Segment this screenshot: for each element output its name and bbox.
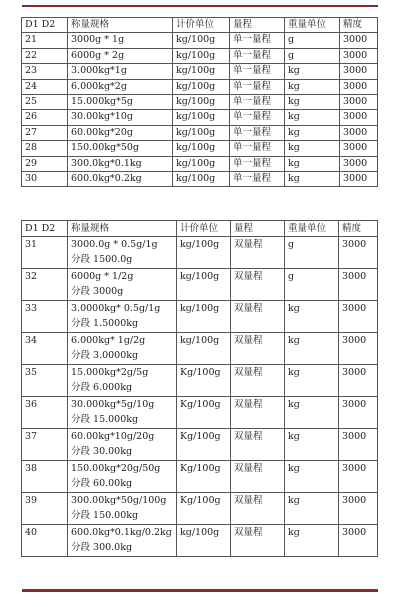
table-cell: kg <box>285 365 339 397</box>
table-cell: 3000 <box>339 461 378 493</box>
table-cell: 3000 <box>339 301 378 333</box>
table-cell: 35 <box>22 365 68 397</box>
table-cell: 3000 <box>339 365 378 397</box>
table-cell: 单一量程 <box>230 156 285 171</box>
table-cell: kg <box>285 110 340 125</box>
table-cell: kg <box>285 461 339 493</box>
column-header: 精度 <box>340 18 378 33</box>
spec-cell <box>68 301 177 333</box>
table-cell: kg/100g <box>173 125 230 140</box>
column-header: 精度 <box>339 221 378 237</box>
table-cell: kg <box>285 125 340 140</box>
table-cell: 3000 <box>340 33 378 48</box>
table-cell: 30.00kg*10g <box>68 110 173 125</box>
table-cell: 37 <box>22 429 68 461</box>
spec-text: 300.00kg*50g/100g <box>71 495 167 506</box>
table-cell: kg <box>285 171 340 186</box>
spec-cell <box>68 493 177 525</box>
spec-text: 6000g * 1/2g <box>71 271 134 282</box>
spec-cell <box>68 397 177 429</box>
table-cell: 6.000kg*2g <box>68 79 173 94</box>
table-cell: kg <box>285 301 339 333</box>
table-cell: g <box>285 269 339 301</box>
table-cell: 30 <box>22 171 68 186</box>
table-cell: g <box>285 33 340 48</box>
column-header: 量程 <box>230 18 285 33</box>
table-cell: 21 <box>22 33 68 48</box>
spec-cell <box>68 269 177 301</box>
table-cell: 28 <box>22 141 68 156</box>
table-cell: kg/100g <box>177 301 231 333</box>
spec-text: 30.000kg*5g/10g <box>71 399 155 410</box>
table-row <box>22 156 378 171</box>
table-cell: kg/100g <box>173 110 230 125</box>
table-cell: 3000 <box>340 94 378 109</box>
table-cell: Kg/100g <box>177 493 231 525</box>
table-row <box>22 48 378 63</box>
table-cell: 3000 <box>340 110 378 125</box>
table-cell: 单一量程 <box>230 171 285 186</box>
spec-text: 600.0kg*0.1kg/0.2kg <box>71 527 172 538</box>
segment-text: 分段 150.00kg <box>71 510 139 521</box>
segment-text: 分段 1500.0g <box>71 254 133 265</box>
table-cell: kg/100g <box>173 94 230 109</box>
table-cell: 双量程 <box>231 301 285 333</box>
spec-text: 15.000kg*2g/5g <box>71 367 149 378</box>
table-cell: Kg/100g <box>177 429 231 461</box>
table-cell: kg <box>285 429 339 461</box>
spec-text: 3000.0g * 0.5g/1g <box>71 239 158 250</box>
table-cell: 24 <box>22 79 68 94</box>
table-row <box>22 94 378 109</box>
segment-text: 分段 60.00kg <box>71 478 133 489</box>
table-row <box>22 333 378 365</box>
column-header: 重量单位 <box>285 18 340 33</box>
table-cell: 39 <box>22 493 68 525</box>
dual-range-spec-table <box>21 220 378 557</box>
table-cell: 单一量程 <box>230 141 285 156</box>
table-row <box>22 110 378 125</box>
table-cell: kg/100g <box>173 141 230 156</box>
spec-cell <box>68 429 177 461</box>
table-row <box>22 525 378 557</box>
table-row <box>22 365 378 397</box>
table-cell: 单一量程 <box>230 33 285 48</box>
table-cell: kg/100g <box>177 525 231 557</box>
table-cell: 600.0kg*0.2kg <box>68 171 173 186</box>
table-cell: kg <box>285 525 339 557</box>
table-cell: kg <box>285 333 339 365</box>
table-cell: 单一量程 <box>230 94 285 109</box>
table-cell: kg/100g <box>173 64 230 79</box>
table-cell: kg/100g <box>173 79 230 94</box>
table-cell: 双量程 <box>231 365 285 397</box>
table-cell: 15.000kg*5g <box>68 94 173 109</box>
table-cell: 31 <box>22 237 68 269</box>
table-cell: 40 <box>22 525 68 557</box>
table-cell: 150.00kg*50g <box>68 141 173 156</box>
table-cell: Kg/100g <box>177 365 231 397</box>
spec-text: 60.00kg*10g/20g <box>71 431 155 442</box>
spec-text: 6.000kg* 1g/2g <box>71 335 146 346</box>
table-cell: kg <box>285 79 340 94</box>
table-cell: 3000 <box>340 64 378 79</box>
table-cell: 3000g * 1g <box>68 33 173 48</box>
table-cell: kg/100g <box>177 333 231 365</box>
table-cell: 3000 <box>339 237 378 269</box>
table-cell: kg/100g <box>173 48 230 63</box>
table-cell: 38 <box>22 461 68 493</box>
table-row <box>22 461 378 493</box>
table-cell: 3000 <box>340 48 378 63</box>
table-cell: 单一量程 <box>230 79 285 94</box>
table-cell: 60.00kg*20g <box>68 125 173 140</box>
table-cell: 单一量程 <box>230 64 285 79</box>
table-cell: 双量程 <box>231 237 285 269</box>
table-cell: kg <box>285 64 340 79</box>
column-header: 重量单位 <box>285 221 339 237</box>
table-cell: 双量程 <box>231 461 285 493</box>
table-cell: 3000 <box>339 333 378 365</box>
column-header: D1 D2 <box>22 221 68 237</box>
table-cell: 23 <box>22 64 68 79</box>
table-row <box>22 301 378 333</box>
spec-cell <box>68 237 177 269</box>
table-row <box>22 429 378 461</box>
table-cell: 双量程 <box>231 269 285 301</box>
table-cell: 单一量程 <box>230 125 285 140</box>
table-cell: 3.000kg*1g <box>68 64 173 79</box>
table-cell: kg <box>285 94 340 109</box>
table-row <box>22 141 378 156</box>
spec-cell <box>68 461 177 493</box>
table-cell: kg <box>285 493 339 525</box>
table-cell: 3000 <box>340 79 378 94</box>
table-cell: kg/100g <box>173 156 230 171</box>
table-cell: 3000 <box>340 156 378 171</box>
table-cell: kg/100g <box>177 237 231 269</box>
table-cell: g <box>285 237 339 269</box>
table-cell: 3000 <box>339 397 378 429</box>
table-cell: 25 <box>22 94 68 109</box>
table-row <box>22 237 378 269</box>
table-cell: 34 <box>22 333 68 365</box>
table-cell: 27 <box>22 125 68 140</box>
column-header: D1 D2 <box>22 18 68 33</box>
column-header: 计价单位 <box>177 221 231 237</box>
table-cell: 3000 <box>340 125 378 140</box>
table-row <box>22 269 378 301</box>
table-cell: kg <box>285 156 340 171</box>
table-row <box>22 171 378 186</box>
table-cell: 6000g * 2g <box>68 48 173 63</box>
segment-text: 分段 1.5000kg <box>71 318 139 329</box>
table-cell: 3000 <box>340 171 378 186</box>
table-cell: g <box>285 48 340 63</box>
table-cell: 300.0kg*0.1kg <box>68 156 173 171</box>
table-cell: 3000 <box>339 429 378 461</box>
table-cell: 双量程 <box>231 525 285 557</box>
column-header: 量程 <box>231 221 285 237</box>
table-row <box>22 64 378 79</box>
table-cell: 双量程 <box>231 333 285 365</box>
table-cell: 29 <box>22 156 68 171</box>
table-cell: 单一量程 <box>230 48 285 63</box>
table-cell: Kg/100g <box>177 397 231 429</box>
table-cell: Kg/100g <box>177 461 231 493</box>
table-cell: 双量程 <box>231 429 285 461</box>
table-header-row <box>22 18 378 33</box>
table-cell: 3000 <box>339 493 378 525</box>
table-cell: 22 <box>22 48 68 63</box>
table-cell: 3000 <box>339 525 378 557</box>
segment-text: 分段 15.000kg <box>71 414 139 425</box>
table-row <box>22 493 378 525</box>
spec-cell <box>68 365 177 397</box>
table-cell: 3000 <box>339 269 378 301</box>
spec-cell <box>68 525 177 557</box>
table-cell: 双量程 <box>231 493 285 525</box>
spec-cell <box>68 333 177 365</box>
single-range-spec-table <box>21 17 378 187</box>
spec-text: 3.0000kg* 0.5g/1g <box>71 303 161 314</box>
segment-text: 分段 3000g <box>71 286 124 297</box>
segment-text: 分段 3.0000kg <box>71 350 139 361</box>
top-rule <box>22 5 378 7</box>
table-cell: 26 <box>22 110 68 125</box>
column-header: 称量规格 <box>68 18 173 33</box>
segment-text: 分段 300.0kg <box>71 542 133 553</box>
spec-text: 150.00kg*20g/50g <box>71 463 161 474</box>
table-cell: 3000 <box>340 141 378 156</box>
table-cell: kg <box>285 397 339 429</box>
table-cell: 33 <box>22 301 68 333</box>
column-header: 计价单位 <box>173 18 230 33</box>
table-cell: 双量程 <box>231 397 285 429</box>
table-row <box>22 33 378 48</box>
column-header: 称量规格 <box>68 221 177 237</box>
table-cell: kg/100g <box>177 269 231 301</box>
table-header-row <box>22 221 378 237</box>
table-cell: 单一量程 <box>230 110 285 125</box>
table-row <box>22 125 378 140</box>
table-row <box>22 79 378 94</box>
segment-text: 分段 30.00kg <box>71 446 133 457</box>
segment-text: 分段 6.000kg <box>71 382 133 393</box>
table-row <box>22 397 378 429</box>
table-cell: kg/100g <box>173 171 230 186</box>
table-cell: 32 <box>22 269 68 301</box>
table-cell: 36 <box>22 397 68 429</box>
table-cell: kg <box>285 141 340 156</box>
table-cell: kg/100g <box>173 33 230 48</box>
bottom-rule <box>22 589 378 592</box>
